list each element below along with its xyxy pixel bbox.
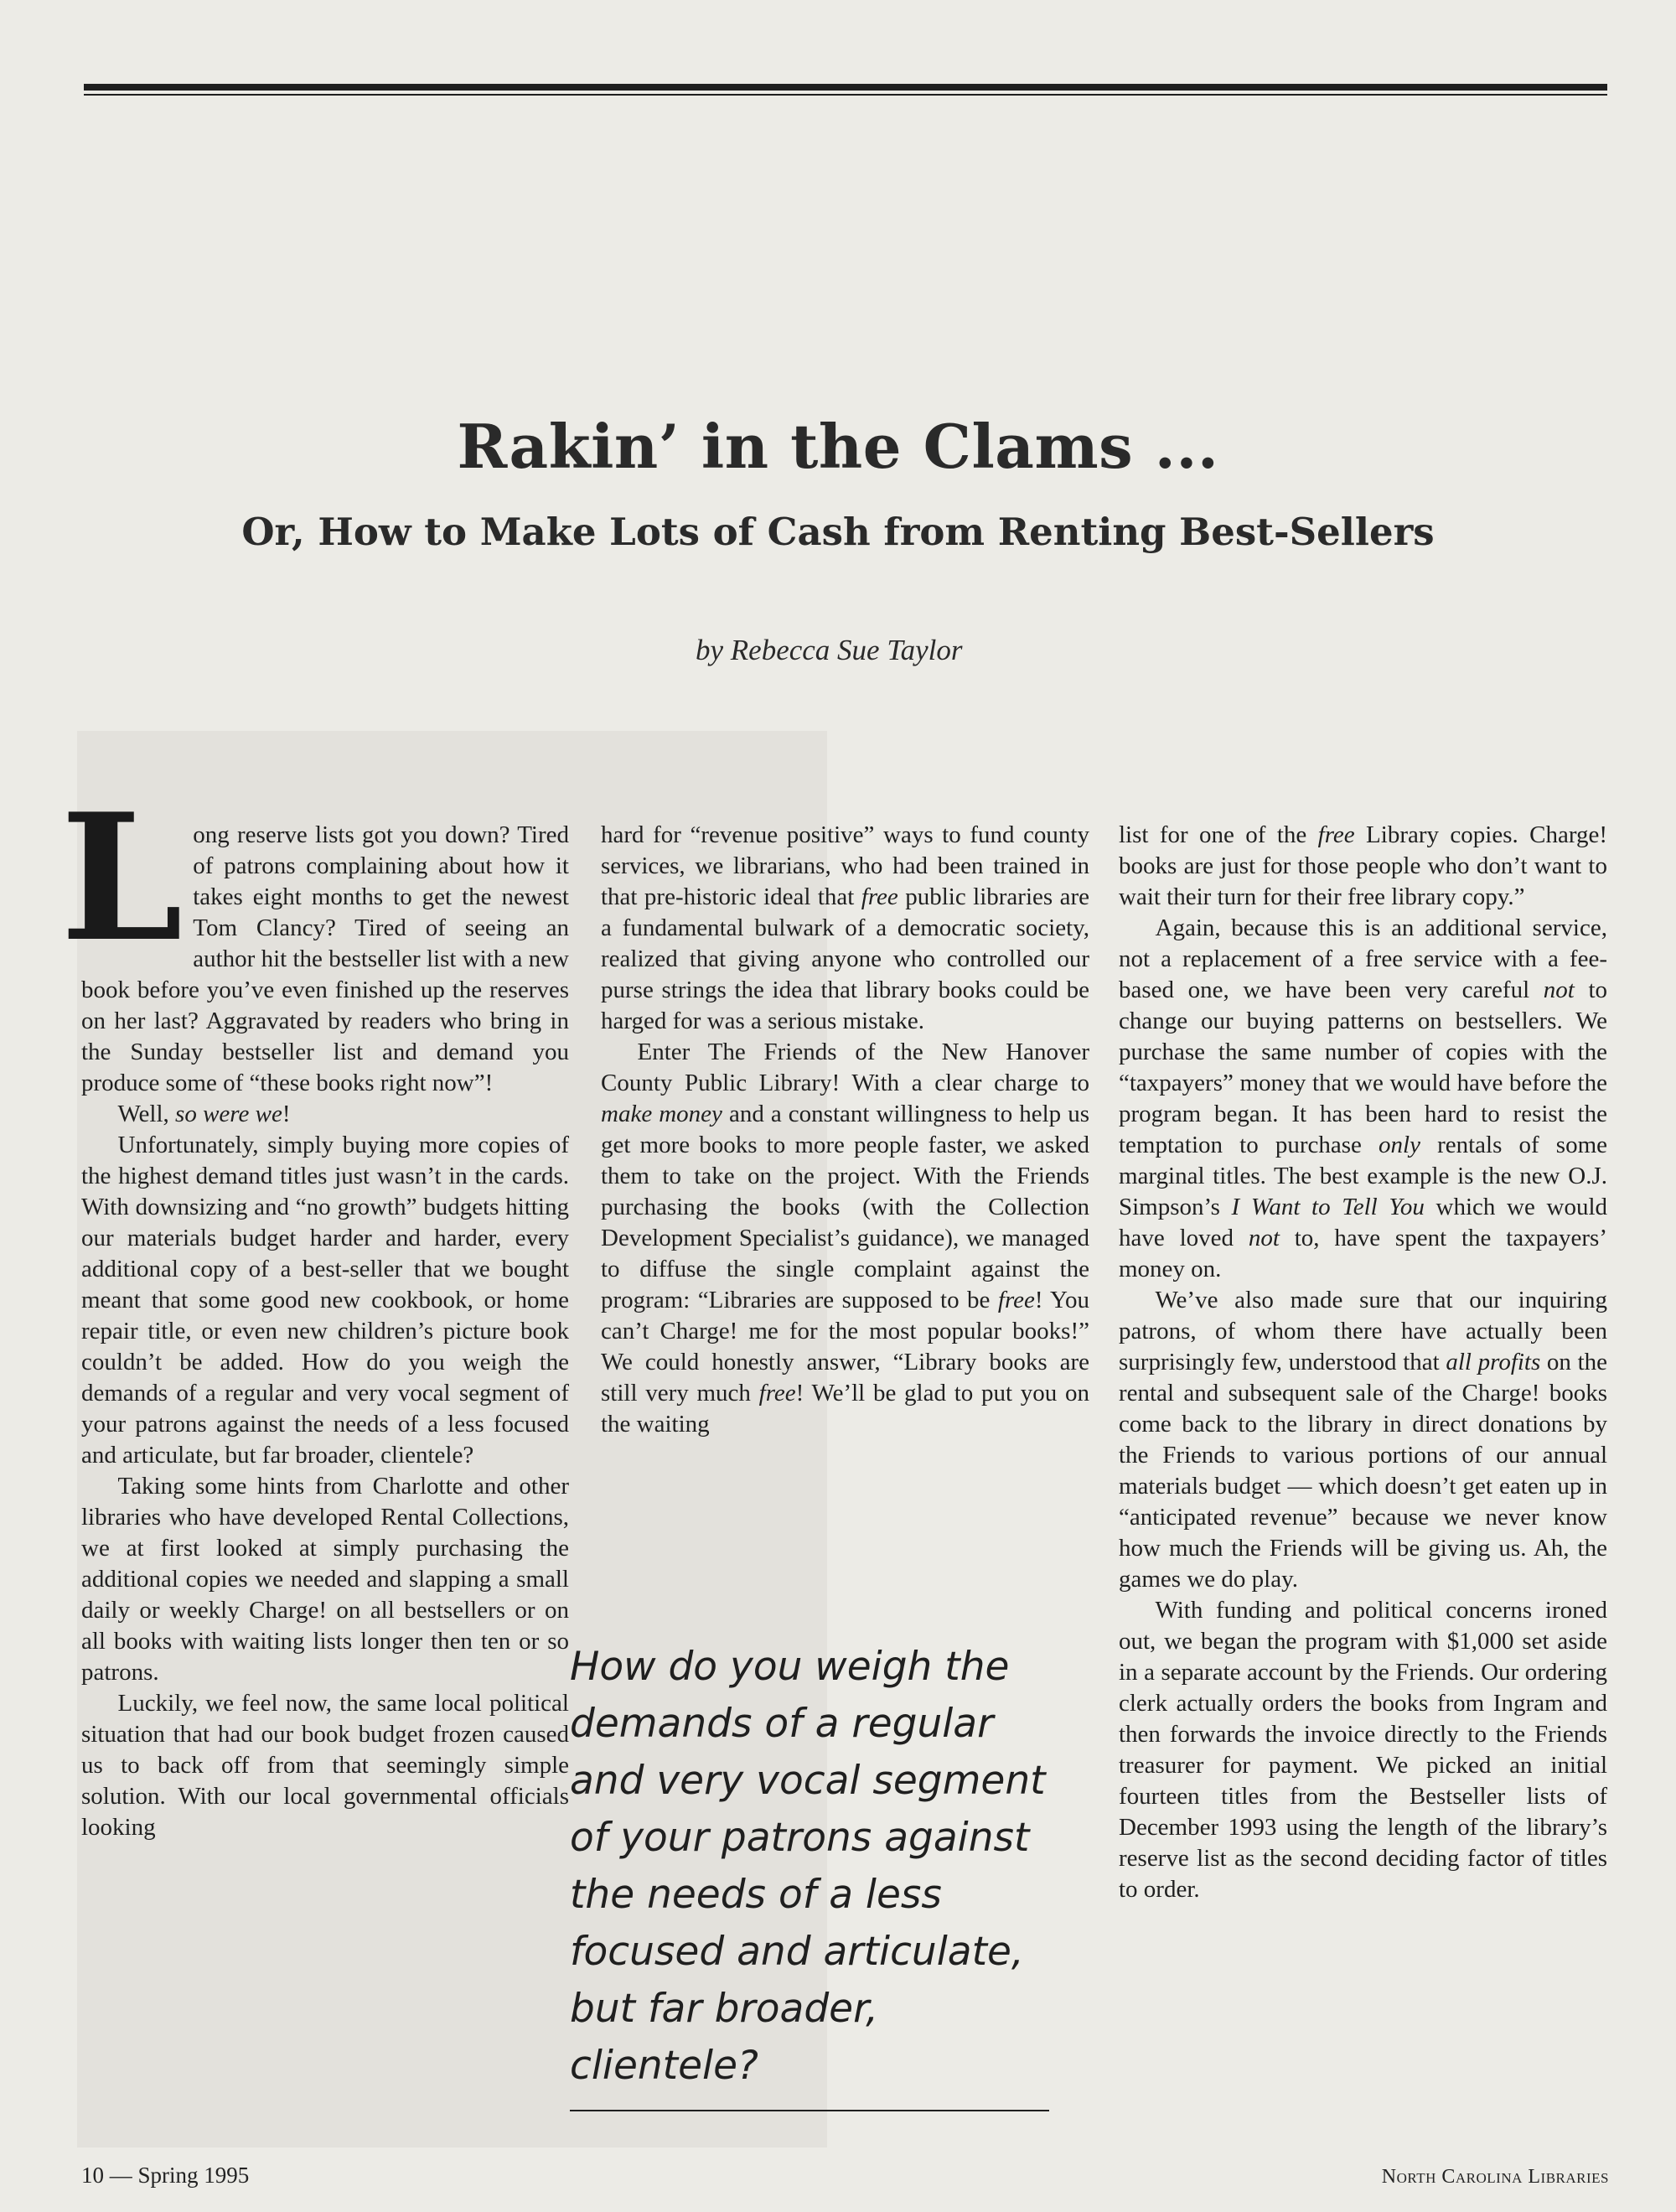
publication-name-footer: North Carolina Libraries [1381, 2166, 1609, 2188]
page-number-footer: 10 — Spring 1995 [81, 2163, 250, 2188]
drop-cap: L [60, 776, 184, 981]
article-paragraph: Again, because this is an additional service, not a replacement of a free service with a fee-based one, we have been very careful not to change our buying patterns on bestsellers. We purchase the same number of copies with the “taxpayers” money that we would have before the program began. It has been hard to resist the temptation to purchase only rentals of some marginal titles. The best example is the new O.J. Simpson’s I Want to Tell You which we would have loved not to, have spent the taxpayers’ money on. [1119, 914, 1607, 1282]
column-1 [60, 776, 569, 1843]
top-rule-thin [84, 94, 1607, 96]
top-rule [84, 84, 1607, 91]
article-paragraph: With funding and political concerns ironed out, we began the program with $1,000 set aside in a separate account by the Friends. Our ordering clerk actually orders the books from Ingram and then forwards the invoice directly to the Friends treasurer for payment. We picked an initial fourteen titles from the Bestseller lists of December 1993 using the length of the library’s reserve list as the second deciding factor of titles to order. [1119, 1597, 1607, 1903]
article-paragraph: list for one of the free Library copies. Charge! books are just for those people who don’t want to wait their turn for their free library copy.” [1119, 821, 1607, 910]
article-title: Rakin’ in the Clams ... [457, 411, 1219, 482]
column-3 [1119, 820, 1607, 1905]
article-paragraph: Luckily, we feel now, the same local political situation that had our book budget frozen caused us to back off from that seemingly simple solution. With our local governmental officials looking [81, 1690, 569, 1841]
article-paragraph: We’ve also made sure that our inquiring patrons, of whom there have actually been surprisingly few, understood that all profits on the rental and subsequent sale of the Charge! books come back to the library in direct donations by the Friends to various portions of our annual materials budget — which doesn’t get eaten up in “anticipated revenue” because we never know how much the Friends will be giving us. Ah, the games we do play. [1119, 1287, 1608, 1593]
article-paragraph: Long reserve lists got you down? Tired of patrons complaining about how it takes eight months to get the newest Tom Clancy? Tired of seeing an author hit the bestseller list with a new book before you’ve even finished up the reserves on her last? Aggravated by readers who bring in the Sunday bestseller list and demand you produce some of “these books right now”! [60, 776, 569, 1096]
article-paragraph: Well, so were we! [117, 1101, 291, 1127]
byline: by Rebecca Sue Taylor [696, 634, 963, 666]
article-paragraph: Unfortunately, simply buying more copies of the highest demand titles just wasn’t in the cards. With downsizing and “no growth” budgets hitting our materials budget harder and harder, every additional copy of a best-seller that we bought meant that some good new cookbook, or home repair title, or even new children’s picture book couldn’t be added. How do you weigh the demands of a regular and very vocal segment of your patrons against the needs of a less focused and articulate, but far broader, clientele? [81, 1132, 569, 1469]
article-paragraph: Taking some hints from Charlotte and other libraries who have developed Rental Collections, we at first looked at simply purchasing the additional copies we needed and slapping a small daily or weekly Charge! on all bestsellers or on all books with waiting lists longer then ten or so patrons. [81, 1473, 569, 1686]
article-paragraph: Enter The Friends of the New Hanover County Public Library! With a clear charge to make money and a constant willingness to help us get more books to more people faster, we asked them to take on the project. With the Friends purchasing the books (with the Collection Development Specialist’s guidance), we managed to diffuse the single complaint against the program: “Libraries are supposed to be free! You can’t Charge! me for the most popular books!” We could honestly answer, “Library books are still very much free! We’ll be glad to put you on the waiting [601, 1039, 1089, 1438]
column-2 [601, 820, 1089, 1440]
pull-quote-rule [570, 2110, 1049, 2111]
article-paragraph: hard for “revenue positive” ways to fund county services, we librarians, who had been trained in that pre-historic ideal that free public libraries are a fundamental bulwark of a democratic society, realized that giving anyone who controlled our purse strings the idea that library books could be harged for was a serious mistake. [601, 821, 1089, 1034]
article-subtitle: Or, How to Make Lots of Cash from Renting Best-Sellers [241, 510, 1435, 554]
pull-quote: How do you weigh the demands of a regular and very vocal segment of your patrons against the needs of a less focused and articulate, but far broader, clientele? [570, 1644, 1046, 2089]
